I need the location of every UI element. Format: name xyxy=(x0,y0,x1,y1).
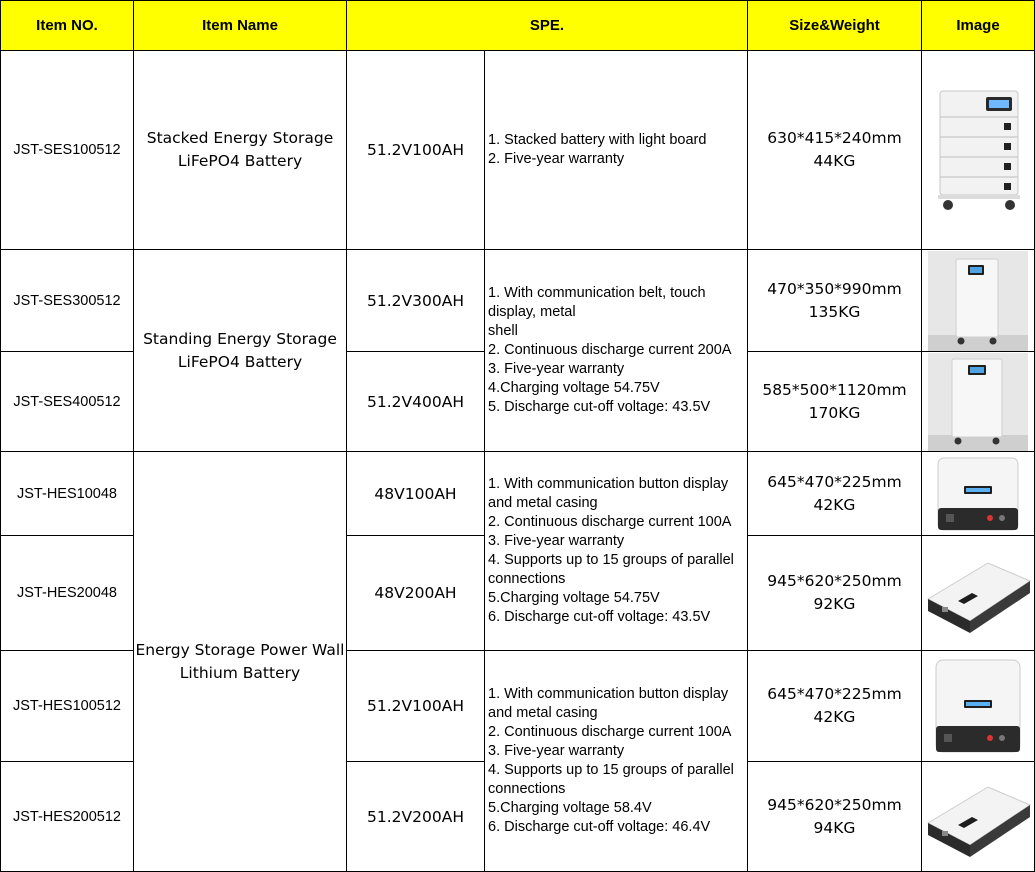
item-name-cell: Energy Storage Power Wall Lithium Battery xyxy=(134,452,347,872)
image-cell xyxy=(922,452,1035,536)
voltage-cell: 48V100AH xyxy=(347,452,485,536)
image-cell xyxy=(922,651,1035,762)
image-cell xyxy=(922,762,1035,872)
image-cell xyxy=(922,352,1035,452)
spec-cell: 1. With communication button display and metal casing 2. Continuous discharge current 100A 3. Five-year warranty 4. Supports up to 15 groups of parallel connections 5.Charging voltage 58.4V 6. Discharge cut-off voltage: 46.4V xyxy=(485,651,748,872)
size-weight-cell: 470*350*990mm 135KG xyxy=(748,250,922,352)
item-no-cell: JST-HES200512 xyxy=(0,762,134,872)
item-no-cell: JST-SES300512 xyxy=(0,250,134,352)
image-cell xyxy=(922,536,1035,651)
item-name-cell: Standing Energy Storage LiFePO4 Battery xyxy=(134,250,347,452)
spec-cell: 1. Stacked battery with light board 2. Five-year warranty xyxy=(485,51,748,250)
stacked-battery-icon xyxy=(930,85,1026,215)
item-name-cell: Stacked Energy Storage LiFePO4 Battery xyxy=(134,51,347,250)
spec-cell: 1. With communication button display and metal casing 2. Continuous discharge current 100A 3. Five-year warranty 4. Supports up to 15 groups of parallel connections 5.Charging voltage 54.75V 6. Discharge cut-off voltage: 43.5V xyxy=(485,452,748,651)
header-item-name: Item Name xyxy=(134,0,347,51)
spec-cell: 1. With communication belt, touch display, metal shell 2. Continuous discharge current 200A 3. Five-year warranty 4.Charging voltage 54.75V 5. Discharge cut-off voltage: 43.5V xyxy=(485,250,748,452)
wall-battery-angled-icon xyxy=(924,771,1032,863)
item-no-cell: JST-HES20048 xyxy=(0,536,134,651)
header-size-weight: Size&Weight xyxy=(748,0,922,51)
voltage-cell: 51.2V100AH xyxy=(347,51,485,250)
size-weight-cell: 645*470*225mm 42KG xyxy=(748,651,922,762)
voltage-cell: 51.2V100AH xyxy=(347,651,485,762)
size-weight-cell: 945*620*250mm 94KG xyxy=(748,762,922,872)
item-no-cell: JST-SES100512 xyxy=(0,51,134,250)
item-no-cell: JST-HES10048 xyxy=(0,452,134,536)
size-weight-cell: 630*415*240mm 44KG xyxy=(748,51,922,250)
voltage-cell: 51.2V300AH xyxy=(347,250,485,352)
voltage-cell: 51.2V400AH xyxy=(347,352,485,452)
voltage-cell: 51.2V200AH xyxy=(347,762,485,872)
size-weight-cell: 645*470*225mm 42KG xyxy=(748,452,922,536)
voltage-cell: 48V200AH xyxy=(347,536,485,651)
standing-battery-icon xyxy=(928,251,1028,351)
size-weight-cell: 585*500*1120mm 170KG xyxy=(748,352,922,452)
wall-battery-angled-icon xyxy=(924,547,1032,639)
header-image: Image xyxy=(922,0,1035,51)
wall-battery-front-icon xyxy=(930,656,1026,756)
header-item-no: Item NO. xyxy=(0,0,134,51)
header-spe: SPE. xyxy=(347,0,748,51)
image-cell xyxy=(922,250,1035,352)
standing-battery-icon xyxy=(928,353,1028,451)
item-no-cell: JST-SES400512 xyxy=(0,352,134,452)
image-cell xyxy=(922,51,1035,250)
item-no-cell: JST-HES100512 xyxy=(0,651,134,762)
size-weight-cell: 945*620*250mm 92KG xyxy=(748,536,922,651)
wall-battery-front-icon xyxy=(932,456,1024,532)
